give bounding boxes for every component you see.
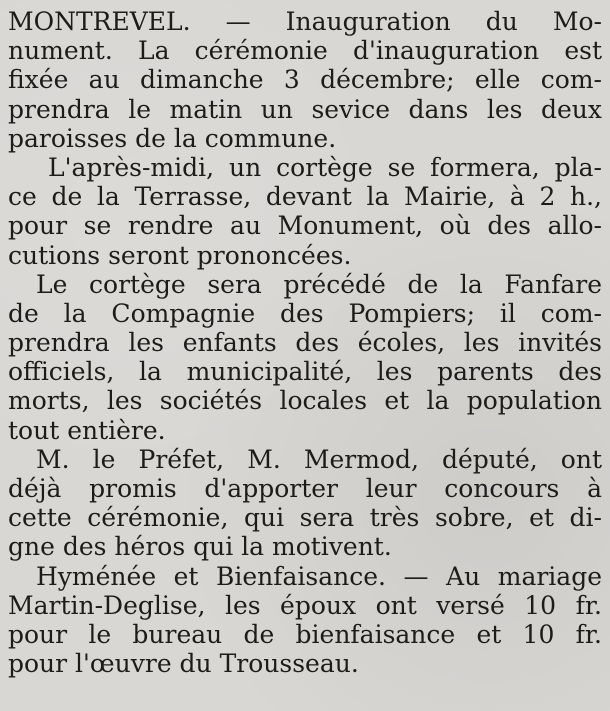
paragraph-montrevel — [8, 7, 602, 153]
text-line: pour l'œuvre du Trousseau. — [8, 649, 359, 679]
paragraph-cortege-order — [8, 270, 602, 445]
text-line: Le cortège sera précédé de la Fanfare — [36, 269, 602, 299]
text-line: cutions seront prononcées. — [8, 240, 352, 270]
text-line: déjà promis d'apporter leur concours à — [8, 474, 602, 503]
text-line: fixée au dimanche 3 décembre; elle com- — [8, 65, 602, 95]
article-text — [8, 7, 602, 678]
text-line: officiels, la municipalité, les parents des — [8, 357, 602, 387]
paragraph-cortege-formation — [8, 153, 602, 270]
text-line: M. le Préfet, M. Mermod, député, ont — [36, 444, 602, 474]
text-line: de la Compagnie des Pompiers; il com- — [8, 298, 602, 328]
text-line: Martin-Deglise, les époux ont versé 10 fr. — [8, 590, 602, 620]
text-line: pour le bureau de bienfaisance et 10 fr. — [8, 619, 602, 649]
text-line: L'après-midi, un cortège se formera, pla- — [48, 152, 602, 182]
text-line: pour se rendre au Monument, où des allo- — [8, 211, 602, 241]
text-line: prendra le matin un sevice dans les deux — [8, 94, 602, 124]
text-line: cette cérémonie, qui sera très sobre, et di- — [8, 503, 602, 533]
paragraph-prefet — [8, 445, 602, 562]
text-line: MONTREVEL. — Inauguration du Mo- — [8, 7, 602, 36]
text-line: prendra les enfants des écoles, les invités — [8, 328, 602, 358]
text-line: nument. La cérémonie d'inauguration est — [8, 36, 602, 66]
text-line: morts, les sociétés locales et la population — [8, 386, 602, 416]
paragraph-hymenee — [8, 562, 602, 679]
text-line: tout entière. — [8, 415, 166, 445]
text-line: Hyménée et Bienfaisance. — Au mariage — [36, 561, 602, 591]
text-line: paroisses de la commune. — [8, 123, 337, 153]
text-line: gne des héros qui la motivent. — [8, 532, 392, 562]
text-line: ce de la Terrasse, devant la Mairie, à 2 h., — [8, 182, 602, 212]
